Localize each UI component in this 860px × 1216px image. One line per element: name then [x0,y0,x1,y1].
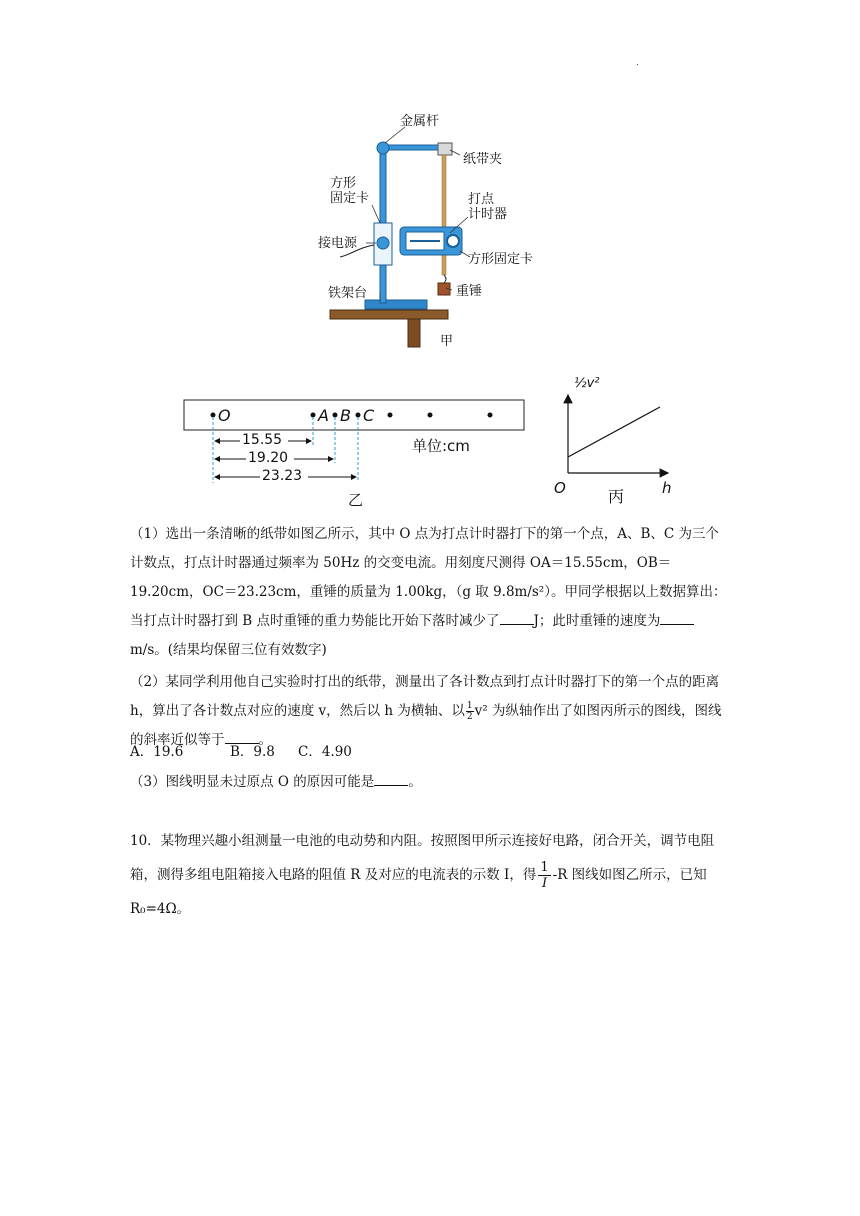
point-B [333,413,338,418]
q1-text: （1）选出一条清晰的纸带如图乙所示，其中 O 点为打点计时器打下的第一个点，A、B、C 为三个计数点，打点计时器通过频率为 50Hz 的交变电流。用刻度尺测得 OA＝15.55cm，OB＝19.20cm，OC＝23.23cm，重锤的质量为 1.00kg，（g 取 9.8m/s²）。甲同学根据以上数据算出：当打点计时器打到 B 点时重锤的重力势能比开始下落时减少了 [130,526,727,629]
figure-bing-graph [550,365,680,510]
label-C: C [363,406,375,425]
table-leg [408,319,420,347]
label-square-card-left: 方形固定卡 [330,176,370,206]
y-axis-label: ½v² [574,376,600,391]
x-axis-label: h [662,479,672,497]
rod-joint [377,142,389,154]
q3-text-end: 。 [408,774,422,790]
point-extra-1 [388,413,393,418]
q1-blank-1[interactable] [500,612,534,625]
caption-yi: 乙 [348,491,364,509]
point-C [356,413,361,418]
header-mark: . [636,58,639,68]
label-power: 接电源 [318,236,358,251]
question-1 [130,520,730,665]
figure-jia-apparatus [310,105,570,355]
distance-OC: 23.23 [262,468,303,484]
label-O: O [218,406,231,425]
distance-OB: 19.20 [248,450,289,466]
option-c[interactable]: C．4.90 [298,744,352,760]
label-B: B [340,406,351,425]
stand-base [365,300,427,309]
label-tape-clip: 纸带夹 [463,152,503,167]
q3-text: （3）图线明显未过原点 O 的原因可能是 [130,774,375,790]
q2-options [130,740,352,760]
caption-bing: 丙 [608,487,625,506]
q1-blank-2[interactable] [660,612,694,625]
q10-fraction: $\frac{1}{I}$ [540,860,549,891]
label-metal-rod: 金属杆 [400,114,440,129]
label-stand: 铁架台 [328,286,368,301]
tape-clip [438,143,452,155]
question-10 [130,824,730,926]
q2-text-end: 。 [258,732,272,748]
q10-text-a: 10．某物理兴趣小组测量一电池的电动势和内阻。按照图甲所示连接好电路，闭合开关，调节电阻箱，测得多组电阻箱接入电路的阻值 R 及对应的电流表的示数 I，得 [130,833,715,883]
option-a[interactable]: A．19.6 [130,744,184,760]
figure-yi-tape [180,395,530,510]
question-3 [130,768,730,797]
q1-text-end: m/s。(结果均保留三位有效数字) [130,642,327,658]
point-A [311,413,316,418]
origin-label: O [554,479,566,497]
label-square-card-right: 方形固定卡 [468,252,534,267]
q3-blank[interactable] [374,773,408,786]
point-extra-3 [488,413,493,418]
tape-strip [184,400,524,430]
q1-text-mid: J；此时重锤的速度为 [533,613,661,629]
point-O [211,413,216,418]
q2-fraction: $\frac{1}{2}$ [466,701,473,722]
label-timer: 打点计时器 [468,192,508,222]
label-caption-jia: 甲 [440,334,454,349]
label-A: A [318,406,329,425]
label-weight: 重锤 [456,284,483,299]
unit-label: 单位:cm [412,437,470,455]
q2-text-b: v² 为纵轴作出了如图丙所示的图线，图线的斜率近似等于 [130,703,722,748]
distance-OA: 15.55 [242,432,283,448]
q2-text-a: （2）某同学利用他自己实验时打出的纸带，测量出了各计数点到打点计时器打下的第一个点的距离 h，算出了各计数点对应的速度 v，然后以 h 为横轴、以 [130,674,720,719]
table-top [330,310,448,319]
option-b[interactable]: B．9.8 [230,744,275,760]
q10-text-b: -R 图线如图乙所示，已知 R₀=4Ω。 [130,867,707,917]
paper-tape [442,155,446,275]
point-extra-2 [428,413,433,418]
graph-line [568,407,660,457]
